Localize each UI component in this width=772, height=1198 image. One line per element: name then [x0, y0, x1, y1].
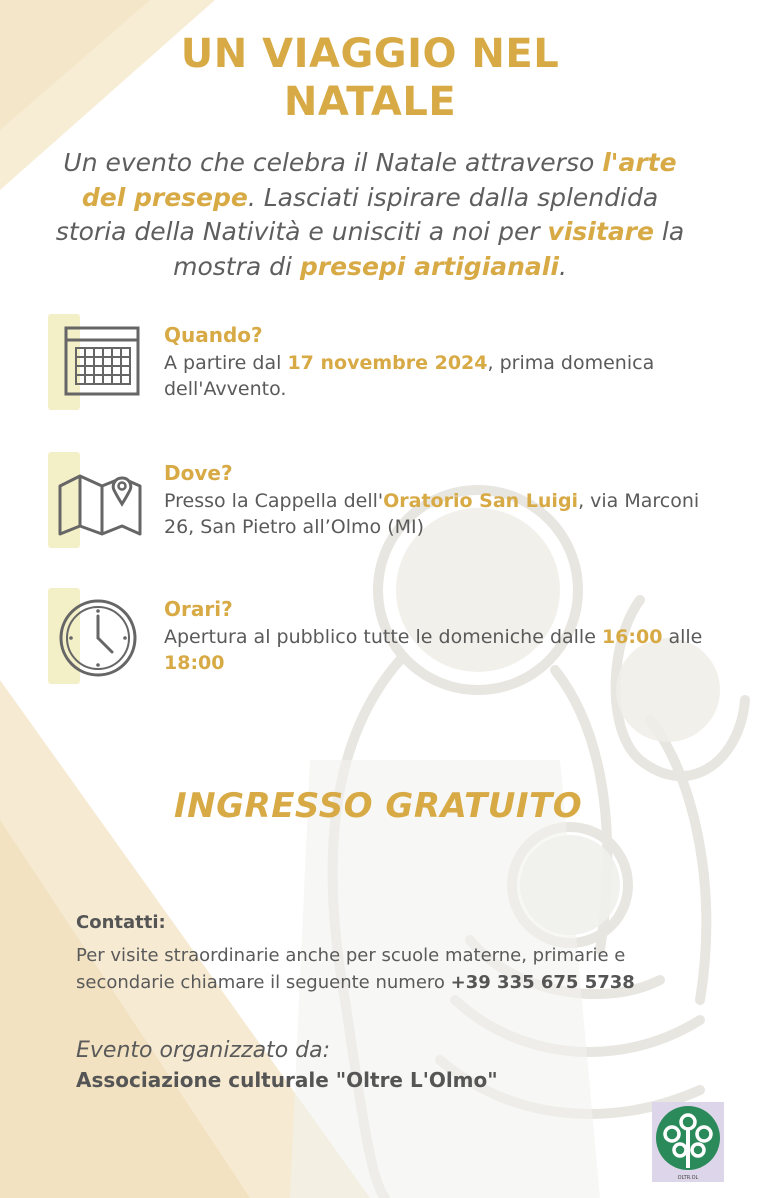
when-text — [164, 350, 704, 402]
intro-highlight-presepi: presepi artigianali — [299, 251, 559, 281]
contacts-text — [76, 942, 686, 996]
logo-text: OLTR.OL — [677, 1175, 699, 1181]
where-text-2: , via Marconi 26, San Pietro all’Olmo (MI) — [164, 490, 700, 538]
contacts-phone[interactable]: +39 335 675 5738 — [450, 972, 635, 993]
intro-highlight-visit: visitare — [547, 217, 654, 246]
when-label: Quando? — [164, 323, 263, 347]
map-pin-icon — [56, 456, 142, 542]
hours-label: Orari? — [164, 597, 233, 621]
info-hours — [48, 588, 728, 688]
when-text-1: A partire dal — [164, 352, 288, 374]
where-place: Oratorio San Luigi — [383, 490, 579, 512]
hours-text — [164, 624, 704, 676]
intro-text-4: . — [558, 251, 567, 281]
info-when — [48, 314, 728, 414]
intro-text-3: la mostra di — [173, 217, 685, 281]
calendar-icon — [56, 318, 142, 404]
page-title — [0, 30, 740, 126]
contacts-description: Per visite straordinarie anche per scuole materne, primarie e secondarie chiamare il seguente numero — [76, 945, 626, 993]
association-logo — [652, 1102, 724, 1182]
intro-text-2: . Lasciati ispirare dalla splendida storia della Natività e unisciti a noi per — [55, 182, 659, 246]
clock-icon — [56, 592, 142, 678]
intro-paragraph — [55, 146, 685, 284]
hours-text-1: Apertura al pubblico tutte le domeniche dalle — [164, 626, 602, 648]
organizer-label: Evento organizzato da: — [76, 1038, 330, 1063]
when-text-2: , prima domenica dell'Avvento. — [164, 352, 655, 400]
title-line-2: NATALE — [283, 79, 457, 125]
organizer-name: Associazione culturale "Oltre L'Olmo" — [76, 1068, 498, 1092]
hours-text-2: alle — [662, 626, 703, 648]
where-label: Dove? — [164, 461, 233, 485]
hours-end: 18:00 — [164, 652, 225, 674]
hours-start: 16:00 — [601, 626, 663, 648]
where-text-1: Presso la Cappella dell' — [164, 490, 384, 512]
free-entry-heading: INGRESSO GRATUITO — [174, 786, 583, 826]
contacts-label: Contatti: — [76, 912, 166, 933]
intro-text-1: Un evento che celebra il Natale attraverso — [63, 148, 603, 177]
title-line-1: UN VIAGGIO NEL — [180, 31, 560, 77]
info-where — [48, 452, 728, 552]
where-text — [164, 488, 704, 540]
when-date: 17 novembre 2024 — [287, 352, 488, 374]
intro-highlight-art: l'arte del presepe — [81, 148, 677, 212]
